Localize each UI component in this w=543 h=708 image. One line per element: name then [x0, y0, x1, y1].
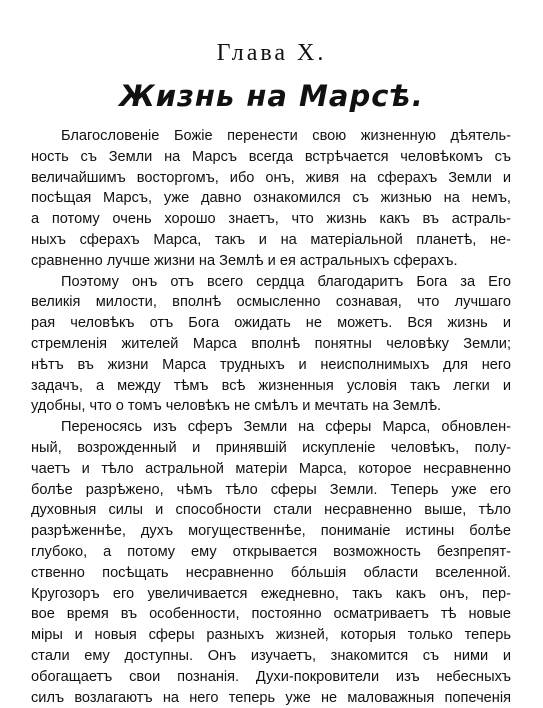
- chapter-title: Жизнь на Марсѣ.: [119, 79, 424, 113]
- text-line: обогащаетъ свои познанія. Духи-покровители изъ небесныхъ: [31, 668, 511, 685]
- text-line: ность съ Земли на Марсъ всегда встрѣчается человѣкомъ съ: [31, 148, 511, 165]
- text-line: великія милости, вполнѣ осмысленно сознавая, что лучшаго: [31, 294, 511, 311]
- text-line: нѣтъ въ жизни Марса трудныхъ и неисполнимыхъ для него: [31, 356, 511, 373]
- text-line: Благословеніе Божіе перенести свою жизненную дѣятель-: [61, 128, 511, 144]
- text-line: ный, возрожденный и принявшій искупленіе человѣкъ, полу-: [31, 439, 511, 456]
- text-line: величайшимъ восторгомъ, ибо онъ, живя на сферахъ Земли и: [31, 169, 511, 186]
- text-line: стремленія жителей Марса вполнѣ понятны человѣку Земли;: [31, 335, 511, 352]
- text-line: духовныя силы и способности стали несравненно выше, тѣло: [31, 502, 511, 519]
- text-line: ственно посѣщать несравненно бóльшія области вселенной.: [31, 564, 511, 581]
- text-line: силъ возлагаютъ на него теперь уже не маловажныя попеченія: [31, 689, 511, 706]
- text-line: Кругозоръ его увеличивается ежедневно, такъ какъ онъ, пер-: [31, 585, 511, 602]
- text-line: вое время въ особенности, постоянно осматриваетъ тѣ новые: [31, 606, 511, 623]
- text-line: задачъ, а между тѣмъ всѣ жизненныя условія такъ легки и: [31, 377, 511, 394]
- text-line: Переносясь изъ сферъ Земли на сферы Марса, обновлен-: [61, 419, 511, 436]
- text-line: Поэтому онъ отъ всего сердца благодаритъ Бога за Его: [61, 273, 511, 290]
- body-text: [31, 126, 511, 708]
- text-line: а потому очень хорошо знаетъ, что жизнь какъ въ астраль-: [31, 211, 511, 228]
- chapter-label: Глава X.: [216, 40, 327, 66]
- text-line: чаетъ и тѣло астральной матеріи Марса, которое несравненно: [31, 460, 511, 477]
- text-line: глубоко, а потому ему открывается возможность безпрепят-: [31, 543, 511, 560]
- text-line: стали ему доступны. Онъ изучаетъ, знакомится съ ними и: [31, 647, 511, 664]
- text-line: міры и новыя сферы разныхъ жизней, которыя только теперь: [31, 627, 511, 644]
- text-line: удобны, что о томъ человѣкъ не смѣлъ и мечтать на Землѣ.: [31, 398, 442, 415]
- text-line: рая человѣкъ отъ Бога ожидать не можетъ. Вся жизнь и: [31, 315, 511, 332]
- text-line: болѣе разрѣжено, чѣмъ тѣло сферы Земли. Теперь уже его: [31, 481, 511, 498]
- text-line: посѣщая Марсъ, уже давно ознакомился съ жизнью на немъ,: [31, 190, 511, 207]
- text-line: ныхъ сферахъ Марса, такъ и на матеріальной планетѣ, не-: [31, 231, 511, 248]
- text-line: разрѣженнѣе, духъ могущественнѣе, пониманіе истины болѣе: [31, 523, 511, 540]
- text-line: сравненно лучше жизни на Землѣ и ея астральныхъ сферахъ.: [31, 252, 458, 269]
